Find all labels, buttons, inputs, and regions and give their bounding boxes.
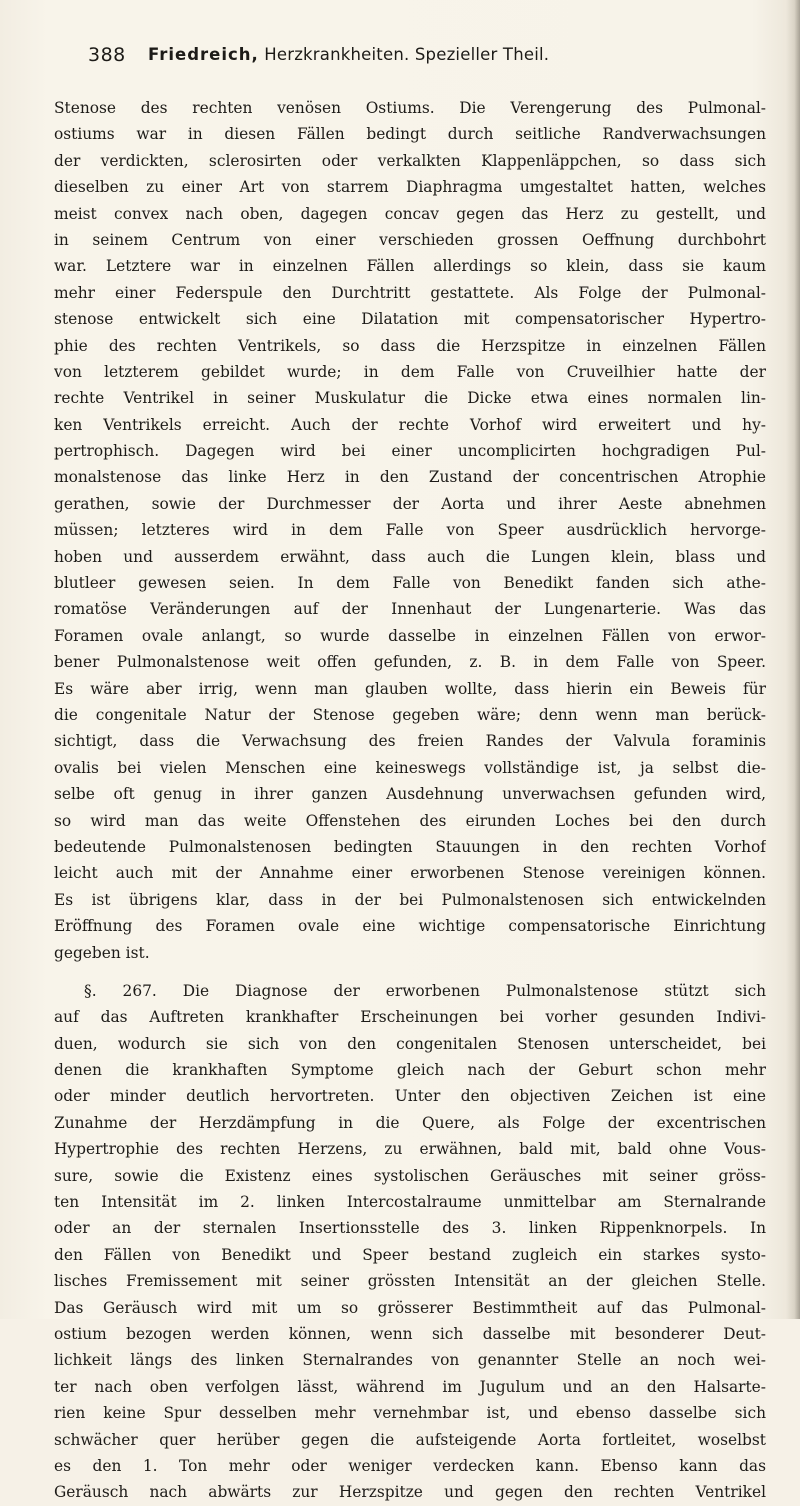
text-line: Es wäre aber irrig, wenn man glauben wollte, dass hierin ein Beweis für [54,679,766,698]
text-line: rien keine Spur desselben mehr vernehmbar ist, und ebenso dasselbe sich [54,1404,766,1423]
page-number: 388 [88,44,126,66]
text-line: gerathen, sowie der Durchmesser der Aorta und ihrer Aeste abnehmen [54,494,766,513]
text-line: rechte Ventrikel in seiner Muskulatur die Dicke etwa eines normalen lin- [54,389,766,408]
text-line: ten Intensität im 2. linken Intercostalraume unmittelbar am Sternalrande [54,1193,766,1212]
text-line: gegeben ist. [54,943,150,962]
text-line: blutleer gewesen seien. In dem Falle von Benedikt fanden sich athe- [54,574,766,593]
text-line: pertrophisch. Dagegen wird bei einer uncomplicirten hochgradigen Pul- [54,442,766,461]
text-line: Stenose des rechten venösen Ostiums. Die Verengerung des Pulmonal- [54,99,766,117]
text-line: ovalis bei vielen Menschen eine keineswegs vollständige ist, ja selbst die- [54,758,766,777]
running-header [88,40,768,74]
text-line: müssen; letzteres wird in dem Falle von Speer ausdrücklich hervorge- [54,521,766,540]
text-line: Geräusch nach abwärts zur Herzspitze und gegen den rechten Ventrikel [54,1483,766,1502]
text-line: hoben und ausserdem erwähnt, dass auch die Lungen klein, blass und [54,547,766,566]
text-line: lichkeit längs des linken Sternalrandes von genannter Stelle an noch wei- [54,1351,766,1370]
text-line: mehr einer Federspule den Durchtritt gestattete. Als Folge der Pulmonal- [54,283,766,302]
text-line: monalstenose das linke Herz in den Zustand der concentrischen Atrophie [54,468,766,487]
section-heading-line: §. 267. Die Diagnose der erworbenen Pulmonalstenose stützt sich [84,981,766,1000]
text-line: denen die krankhaften Symptome gleich nach der Geburt schon mehr [54,1061,766,1080]
text-line: schwächer quer herüber gegen die aufsteigende Aorta fortleitet, woselbst [54,1430,766,1449]
header-title [148,45,549,64]
text-line: war. Letztere war in einzelnen Fällen allerdings so klein, dass sie kaum [54,257,766,276]
text-line: phie des rechten Ventrikels, so dass die Herzspitze in einzelnen Fällen [54,336,766,355]
text-line: die congenitale Natur der Stenose gegeben wäre; denn wenn man berück- [54,705,766,724]
text-line: der verdickten, sclerosirten oder verkalkten Klappenläppchen, so dass sich [54,151,766,170]
text-line: stenose entwickelt sich eine Dilatation mit compensatorischer Hypertro- [54,310,766,329]
text-line: leicht auch mit der Annahme einer erworbenen Stenose vereinigen können. [54,864,766,883]
text-line: Eröffnung des Foramen ovale eine wichtige compensatorische Einrichtung [54,917,766,936]
paragraph-2 [54,978,766,1506]
text-line: so wird man das weite Offenstehen des eirunden Loches bei den durch [54,811,766,830]
text-line: den Fällen von Benedikt und Speer bestand zugleich ein starkes systo- [54,1245,766,1264]
text-line: Foramen ovale anlangt, so wurde dasselbe in einzelnen Fällen von erwor- [54,626,766,645]
text-line: ostium bezogen werden können, wenn sich dasselbe mit besonderer Deut- [54,1324,766,1343]
text-line: ken Ventrikels erreicht. Auch der rechte Vorhof wird erweitert und hy- [54,415,766,434]
body-text [54,95,766,1506]
text-line: duen, wodurch sie sich von den congenitalen Stenosen unterscheidet, bei [54,1034,766,1053]
text-line: es den 1. Ton mehr oder weniger verdecken kann. Ebenso kann das [54,1456,766,1475]
page-gutter-shadow [786,0,800,1319]
text-line: dieselben zu einer Art von starrem Diaphragma umgestaltet hatten, welches [54,178,766,197]
text-line: sichtigt, dass die Verwachsung des freien Randes der Valvula foraminis [54,732,766,751]
text-line: oder an der sternalen Insertionsstelle des 3. linken Rippenknorpels. In [54,1219,766,1238]
text-line: meist convex nach oben, dagegen concav gegen das Herz zu gestellt, und [54,204,766,223]
paragraph-gap [54,966,766,978]
text-line: Zunahme der Herzdämpfung in die Quere, als Folge der excentrischen [54,1113,766,1132]
text-line: ter nach oben verfolgen lässt, während im Jugulum und an den Halsarte- [54,1377,766,1396]
text-line: Es ist übrigens klar, dass in der bei Pulmonalstenosen sich entwickelnden [54,890,766,909]
text-line: ostiums war in diesen Fällen bedingt durch seitliche Randverwachsungen [54,125,766,144]
text-line: bener Pulmonalstenose weit offen gefunden, z. B. in dem Falle von Speer. [54,653,766,672]
header-subject: Herzkrankheiten. Spezieller Theil. [264,45,550,64]
text-line: selbe oft genug in ihrer ganzen Ausdehnung unverwachsen gefunden wird, [54,785,766,804]
text-line: Das Geräusch wird mit um so grösserer Bestimmtheit auf das Pulmonal- [54,1298,766,1317]
text-line: in seinem Centrum von einer verschieden grossen Oeffnung durchbohrt [54,230,766,249]
header-author: Friedreich, [148,45,259,64]
paragraph-1 [54,95,766,966]
text-line: von letzterem gebildet wurde; in dem Falle von Cruveilhier hatte der [54,362,766,381]
text-line: oder minder deutlich hervortreten. Unter den objectiven Zeichen ist eine [54,1087,766,1106]
text-line: auf das Auftreten krankhafter Erscheinungen bei vorher gesunden Indivi- [54,1008,766,1027]
text-line: bedeutende Pulmonalstenosen bedingten Stauungen in den rechten Vorhof [54,837,766,856]
text-line: romatöse Veränderungen auf der Innenhaut der Lungenarterie. Was das [54,600,766,619]
text-line: Hypertrophie des rechten Herzens, zu erwähnen, bald mit, bald ohne Vous- [54,1140,766,1159]
text-line: sure, sowie die Existenz eines systolischen Geräusches mit seiner gröss- [54,1166,766,1185]
text-line: lisches Fremissement mit seiner grössten Intensität an der gleichen Stelle. [54,1272,766,1291]
